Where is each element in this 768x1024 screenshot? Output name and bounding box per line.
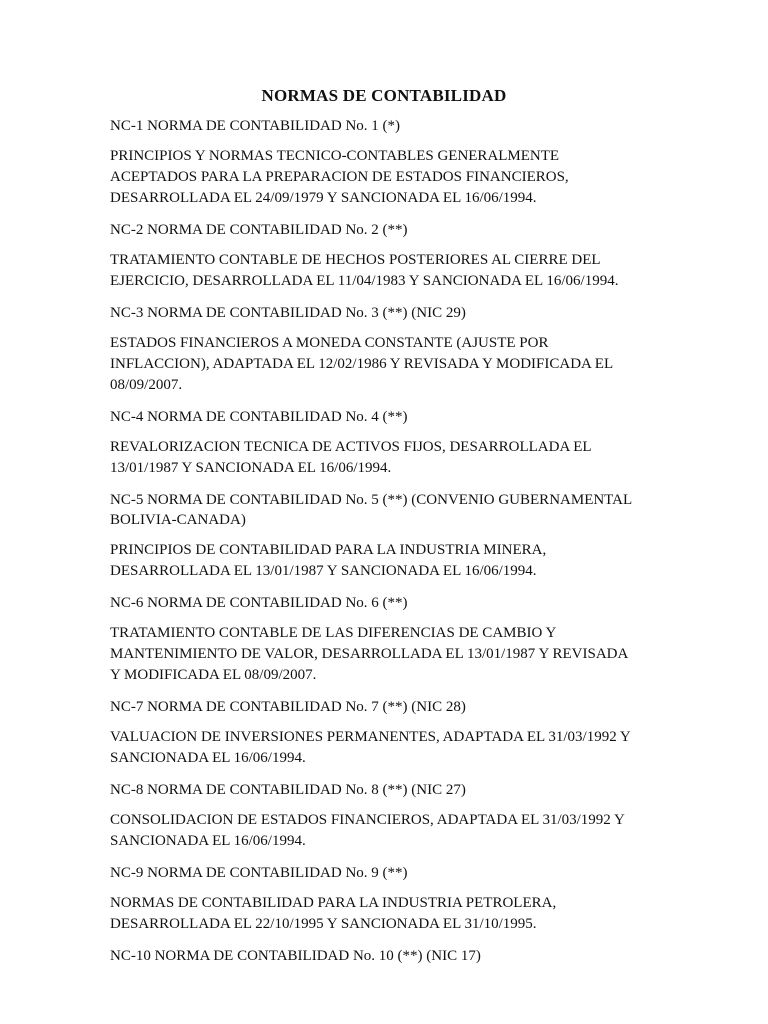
norm-heading: NC-5 NORMA DE CONTABILIDAD No. 5 (**) (CONVENIO GUBERNAMENTAL xyxy=(110,492,633,508)
norm-entry-nc-8 xyxy=(110,780,665,852)
norm-description xyxy=(110,333,665,396)
norm-heading: NC-10 NORMA DE CONTABILIDAD No. 10 (**) (NIC 17) xyxy=(110,948,481,964)
norm-entry-nc-4 xyxy=(110,407,665,479)
norms-list xyxy=(110,116,665,976)
norm-heading: NC-9 NORMA DE CONTABILIDAD No. 9 (**) xyxy=(110,865,408,881)
norm-entry-nc-3 xyxy=(110,303,665,396)
desc-line: INFLACCION), ADAPTADA EL 12/02/1986 Y REVISADA Y MODIFICADA EL xyxy=(110,356,614,372)
desc-line: 13/01/1987 Y SANCIONADA EL 16/06/1994. xyxy=(110,460,392,476)
desc-line: TRATAMIENTO CONTABLE DE LAS DIFERENCIAS DE CAMBIO Y xyxy=(110,625,557,641)
norm-heading-continuation: BOLIVIA-CANADA) xyxy=(110,512,246,528)
desc-line: VALUACION DE INVERSIONES PERMANENTES, ADAPTADA EL 31/03/1992 Y xyxy=(110,729,631,745)
norm-description xyxy=(110,727,665,769)
norm-description xyxy=(110,623,665,686)
desc-line: REVALORIZACION TECNICA DE ACTIVOS FIJOS, DESARROLLADA EL xyxy=(110,439,592,455)
desc-line: ACEPTADOS PARA LA PREPARACION DE ESTADOS FINANCIEROS, xyxy=(110,169,569,185)
desc-line: EJERCICIO, DESARROLLADA EL 11/04/1983 Y SANCIONADA EL 16/06/1994. xyxy=(110,273,619,289)
desc-line: DESARROLLADA EL 13/01/1987 Y SANCIONADA EL 16/06/1994. xyxy=(110,563,537,579)
desc-line: SANCIONADA EL 16/06/1994. xyxy=(110,750,306,766)
norm-heading: NC-4 NORMA DE CONTABILIDAD No. 4 (**) xyxy=(110,409,408,425)
norm-description xyxy=(110,437,665,479)
desc-line: DESARROLLADA EL 22/10/1995 Y SANCIONADA EL 31/10/1995. xyxy=(110,916,537,932)
desc-line: PRINCIPIOS DE CONTABILIDAD PARA LA INDUSTRIA MINERA, xyxy=(110,542,547,558)
norm-description xyxy=(110,540,665,582)
desc-line: SANCIONADA EL 16/06/1994. xyxy=(110,833,306,849)
desc-line: PRINCIPIOS Y NORMAS TECNICO-CONTABLES GENERALMENTE xyxy=(110,148,560,164)
norm-description xyxy=(110,893,665,935)
norm-entry-nc-6 xyxy=(110,593,665,686)
desc-line: DESARROLLADA EL 24/09/1979 Y SANCIONADA EL 16/06/1994. xyxy=(110,190,537,206)
norm-heading: NC-3 NORMA DE CONTABILIDAD No. 3 (**) (NIC 29) xyxy=(110,305,466,321)
desc-line: ESTADOS FINANCIEROS A MONEDA CONSTANTE (AJUSTE POR xyxy=(110,335,549,351)
norm-entry-nc-5 xyxy=(110,490,665,582)
desc-line: NORMAS DE CONTABILIDAD PARA LA INDUSTRIA PETROLERA, xyxy=(110,895,557,911)
norm-heading: NC-6 NORMA DE CONTABILIDAD No. 6 (**) xyxy=(110,595,408,611)
norm-description xyxy=(110,250,665,292)
norm-entry-nc-2 xyxy=(110,220,665,292)
norm-heading: NC-7 NORMA DE CONTABILIDAD No. 7 (**) (NIC 28) xyxy=(110,699,466,715)
norm-heading: NC-8 NORMA DE CONTABILIDAD No. 8 (**) (NIC 27) xyxy=(110,782,466,798)
norm-entry-nc-9 xyxy=(110,863,665,935)
desc-line: 08/09/2007. xyxy=(110,377,183,393)
norm-description xyxy=(110,146,665,209)
desc-line: CONSOLIDACION DE ESTADOS FINANCIEROS, ADAPTADA EL 31/03/1992 Y xyxy=(110,812,625,828)
norm-entry-nc-10 xyxy=(110,946,665,966)
norm-heading: NC-2 NORMA DE CONTABILIDAD No. 2 (**) xyxy=(110,222,408,238)
desc-line: Y MODIFICADA EL 08/09/2007. xyxy=(110,667,317,683)
desc-line: MANTENIMIENTO DE VALOR, DESARROLLADA EL 13/01/1987 Y REVISADA xyxy=(110,646,629,662)
norm-entry-nc-1 xyxy=(110,116,665,209)
norm-description xyxy=(110,810,665,852)
document-title: NORMAS DE CONTABILIDAD xyxy=(261,86,507,105)
norm-entry-nc-7 xyxy=(110,697,665,769)
norm-heading: NC-1 NORMA DE CONTABILIDAD No. 1 (*) xyxy=(110,118,401,134)
desc-line: TRATAMIENTO CONTABLE DE HECHOS POSTERIORES AL CIERRE DEL xyxy=(110,252,601,268)
